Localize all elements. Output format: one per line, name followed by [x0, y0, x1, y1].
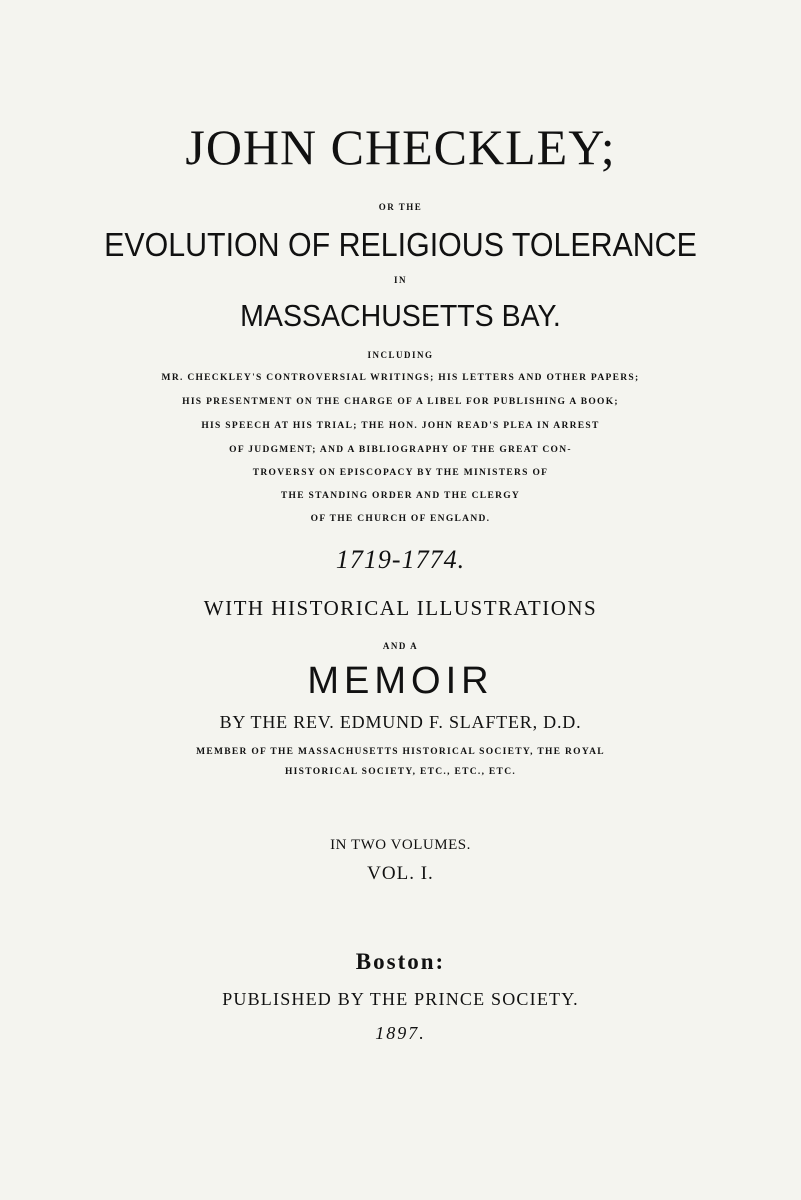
volume-number: VOL. I. [367, 863, 434, 884]
main-title: JOHN CHECKLEY; [185, 119, 616, 175]
contents-line: MR. CHECKLEY'S CONTROVERSIAL WRITINGS; HIS LETTERS AND OTHER PAPERS; [161, 373, 640, 383]
publication-year: 1897. [375, 1023, 426, 1043]
volumes-line: IN TWO VOLUMES. [330, 837, 471, 853]
connector-or-the: OR THE [378, 202, 423, 212]
member-line: HISTORICAL SOCIETY, ETC., ETC., ETC. [284, 767, 517, 777]
connector-and-a: AND A [382, 641, 419, 651]
subtitle-evolution: EVOLUTION OF RELIGIOUS TOLERANCE [104, 226, 697, 263]
dates: 1719-1774. [335, 545, 466, 574]
memoir-heading: MEMOIR [307, 660, 494, 702]
contents-line: HIS SPEECH AT HIS TRIAL; THE HON. JOHN READ'S PLEA IN ARREST [201, 421, 600, 431]
subtitle-massachusetts: MASSACHUSETTS BAY. [240, 298, 561, 333]
contents-line: TROVERSY ON EPISCOPACY BY THE MINISTERS OF [252, 468, 549, 478]
illustrations-line: WITH HISTORICAL ILLUSTRATIONS [203, 596, 598, 620]
contents-line: OF THE CHURCH OF ENGLAND. [310, 514, 491, 524]
contents-line: HIS PRESENTMENT ON THE CHARGE OF A LIBEL FOR PUBLISHING A BOOK; [182, 397, 619, 407]
contents-line: THE STANDING ORDER AND THE CLERGY [280, 491, 521, 501]
connector-including: INCLUDING [367, 350, 434, 360]
member-line: MEMBER OF THE MASSACHUSETTS HISTORICAL SOCIETY, THE ROYAL [196, 747, 605, 757]
contents-line: OF JUDGMENT; AND A BIBLIOGRAPHY OF THE GREAT CON- [229, 445, 572, 455]
publisher-line: PUBLISHED BY THE PRINCE SOCIETY. [222, 989, 579, 1009]
publication-place: Boston: [355, 949, 446, 974]
connector-in: IN [393, 275, 407, 285]
author-byline: BY THE REV. EDMUND F. SLAFTER, D.D. [219, 712, 582, 732]
